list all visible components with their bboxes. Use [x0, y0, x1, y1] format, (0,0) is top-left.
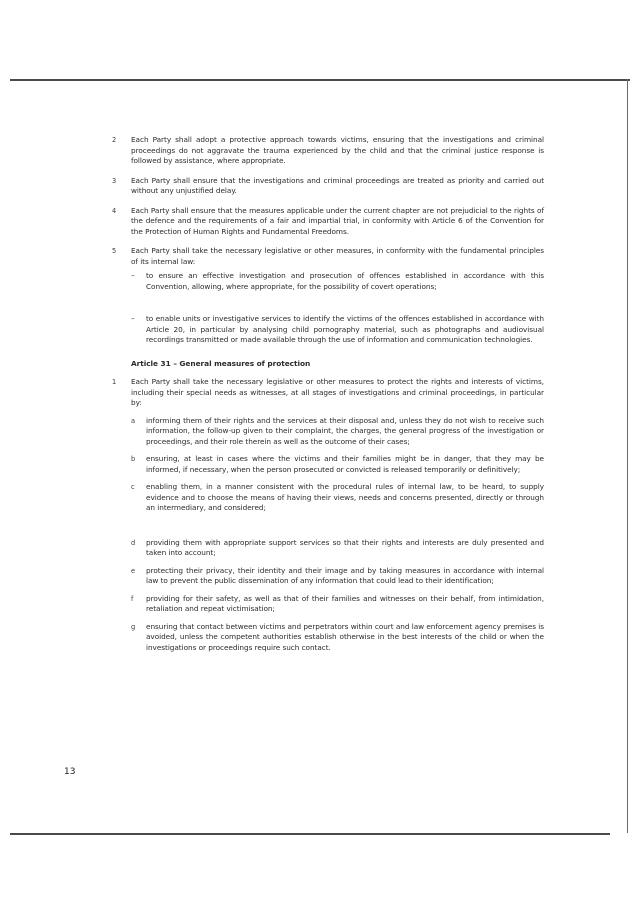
list-item-text: providing for their safety, as well as that of their families and witnesses on their behalf, from intimidation, retaliation and repeat victimisation;: [146, 593, 544, 613]
bottom-rule: [10, 833, 610, 835]
letter-marker: b: [131, 455, 136, 463]
list-item-g: [131, 622, 544, 654]
dash-marker: –: [131, 271, 135, 280]
paragraph-number: 2: [112, 136, 117, 144]
document-body: [112, 135, 544, 662]
paragraph-number: 1: [112, 378, 117, 386]
paragraph-number: 5: [112, 247, 117, 255]
letter-marker: a: [131, 416, 135, 425]
letter-marker: c: [131, 483, 135, 491]
letter-marker: g: [131, 622, 136, 631]
right-margin-rule: [627, 79, 628, 833]
article-paragraph-1: [112, 377, 544, 653]
paragraph-5: [112, 246, 544, 346]
list-item-text: protecting their privacy, their identity and their image and by taking measures in accordance with internal law to prevent the public dissemination of any information that could lead to their identification;: [146, 565, 544, 585]
dash-marker: –: [131, 314, 135, 323]
list-item-text: ensuring, at least in cases where the victims and their families might be in danger, that they may be informed, if necessary, when the person prosecuted or convicted is released temporarily or definitively;: [146, 454, 544, 474]
list-item-b: [131, 454, 544, 475]
list-item: [131, 314, 544, 346]
list-item-text: ensuring that contact between victims and perpetrators within court and law enforcement agency premises is avoided, unless the competent authorities establish otherwise in the best interests of the child or when the investigations or proceedings require such contact.: [146, 621, 544, 652]
list-item-text: informing them of their rights and the services at their disposal and, unless they do not wish to receive such information, the follow-up given to their complaint, the charges, the general progress of the investigation or proceedings, and their role therein as well as the outcome of their cases;: [146, 415, 544, 446]
list-item-text: to ensure an effective investigation and prosecution of offences established in accordance with this Convention, allowing, where appropriate, for the possibility of covert operations;: [146, 271, 544, 291]
letter-marker: f: [131, 594, 134, 603]
list-item-d: [131, 538, 544, 559]
list-item-f: [131, 594, 544, 615]
article-heading: Article 31 – General measures of protection: [131, 358, 311, 368]
paragraph-text: Each Party shall adopt a protective approach towards victims, ensuring that the investigations and criminal proceedings do not aggravate the trauma experienced by the child and that the criminal justice response is followed by assistance, where appropriate.: [131, 135, 544, 165]
top-rule: [10, 79, 630, 81]
page-number: 13: [64, 767, 76, 777]
paragraph-text: Each Party shall take the necessary legislative or other measures to protect the rights and interests of victims, including their special needs as witnesses, at all stages of investigations and criminal proceedings, in particular by:: [131, 377, 544, 407]
letter-marker: d: [131, 538, 136, 547]
paragraph-number: 3: [112, 176, 117, 185]
list-item-text: to enable units or investigative services to identify the victims of the offences established in accordance with Article 20, in particular by analysing child pornography material, such as photographs and audiovisual recordings transmitted or made available through the use of information and communication technologies.: [146, 314, 544, 344]
paragraph-2: [112, 135, 544, 167]
letter-marker: e: [131, 566, 136, 575]
list-item-text: providing them with appropriate support services so that their rights and interests are duly presented and taken into account;: [146, 537, 544, 557]
paragraph-number: 4: [112, 206, 117, 215]
paragraph-4: [112, 206, 544, 238]
list-item-a: [131, 416, 544, 448]
paragraph-3: [112, 176, 544, 197]
paragraph-text: Each Party shall ensure that the investigations and criminal proceedings are treated as priority and carried out without any unjustified delay.: [131, 175, 544, 195]
paragraph-text: Each Party shall ensure that the measures applicable under the current chapter are not prejudicial to the rights of the defence and the requirements of a fair and impartial trial, in conformity with Article 6 of the Convention for the Protection of Human Rights and Fundamental Freedoms.: [131, 205, 544, 236]
list-item: [131, 271, 544, 292]
list-item-c: [131, 482, 544, 514]
paragraph-text: Each Party shall take the necessary legislative or other measures, in conformity with the fundamental principles of its internal law:: [131, 246, 544, 266]
list-item-text: enabling them, in a manner consistent with the procedural rules of internal law, to be heard, to supply evidence and to choose the means of having their views, needs and concerns presented, directly or through an intermediary, and considered;: [146, 482, 544, 512]
list-item-e: [131, 566, 544, 587]
